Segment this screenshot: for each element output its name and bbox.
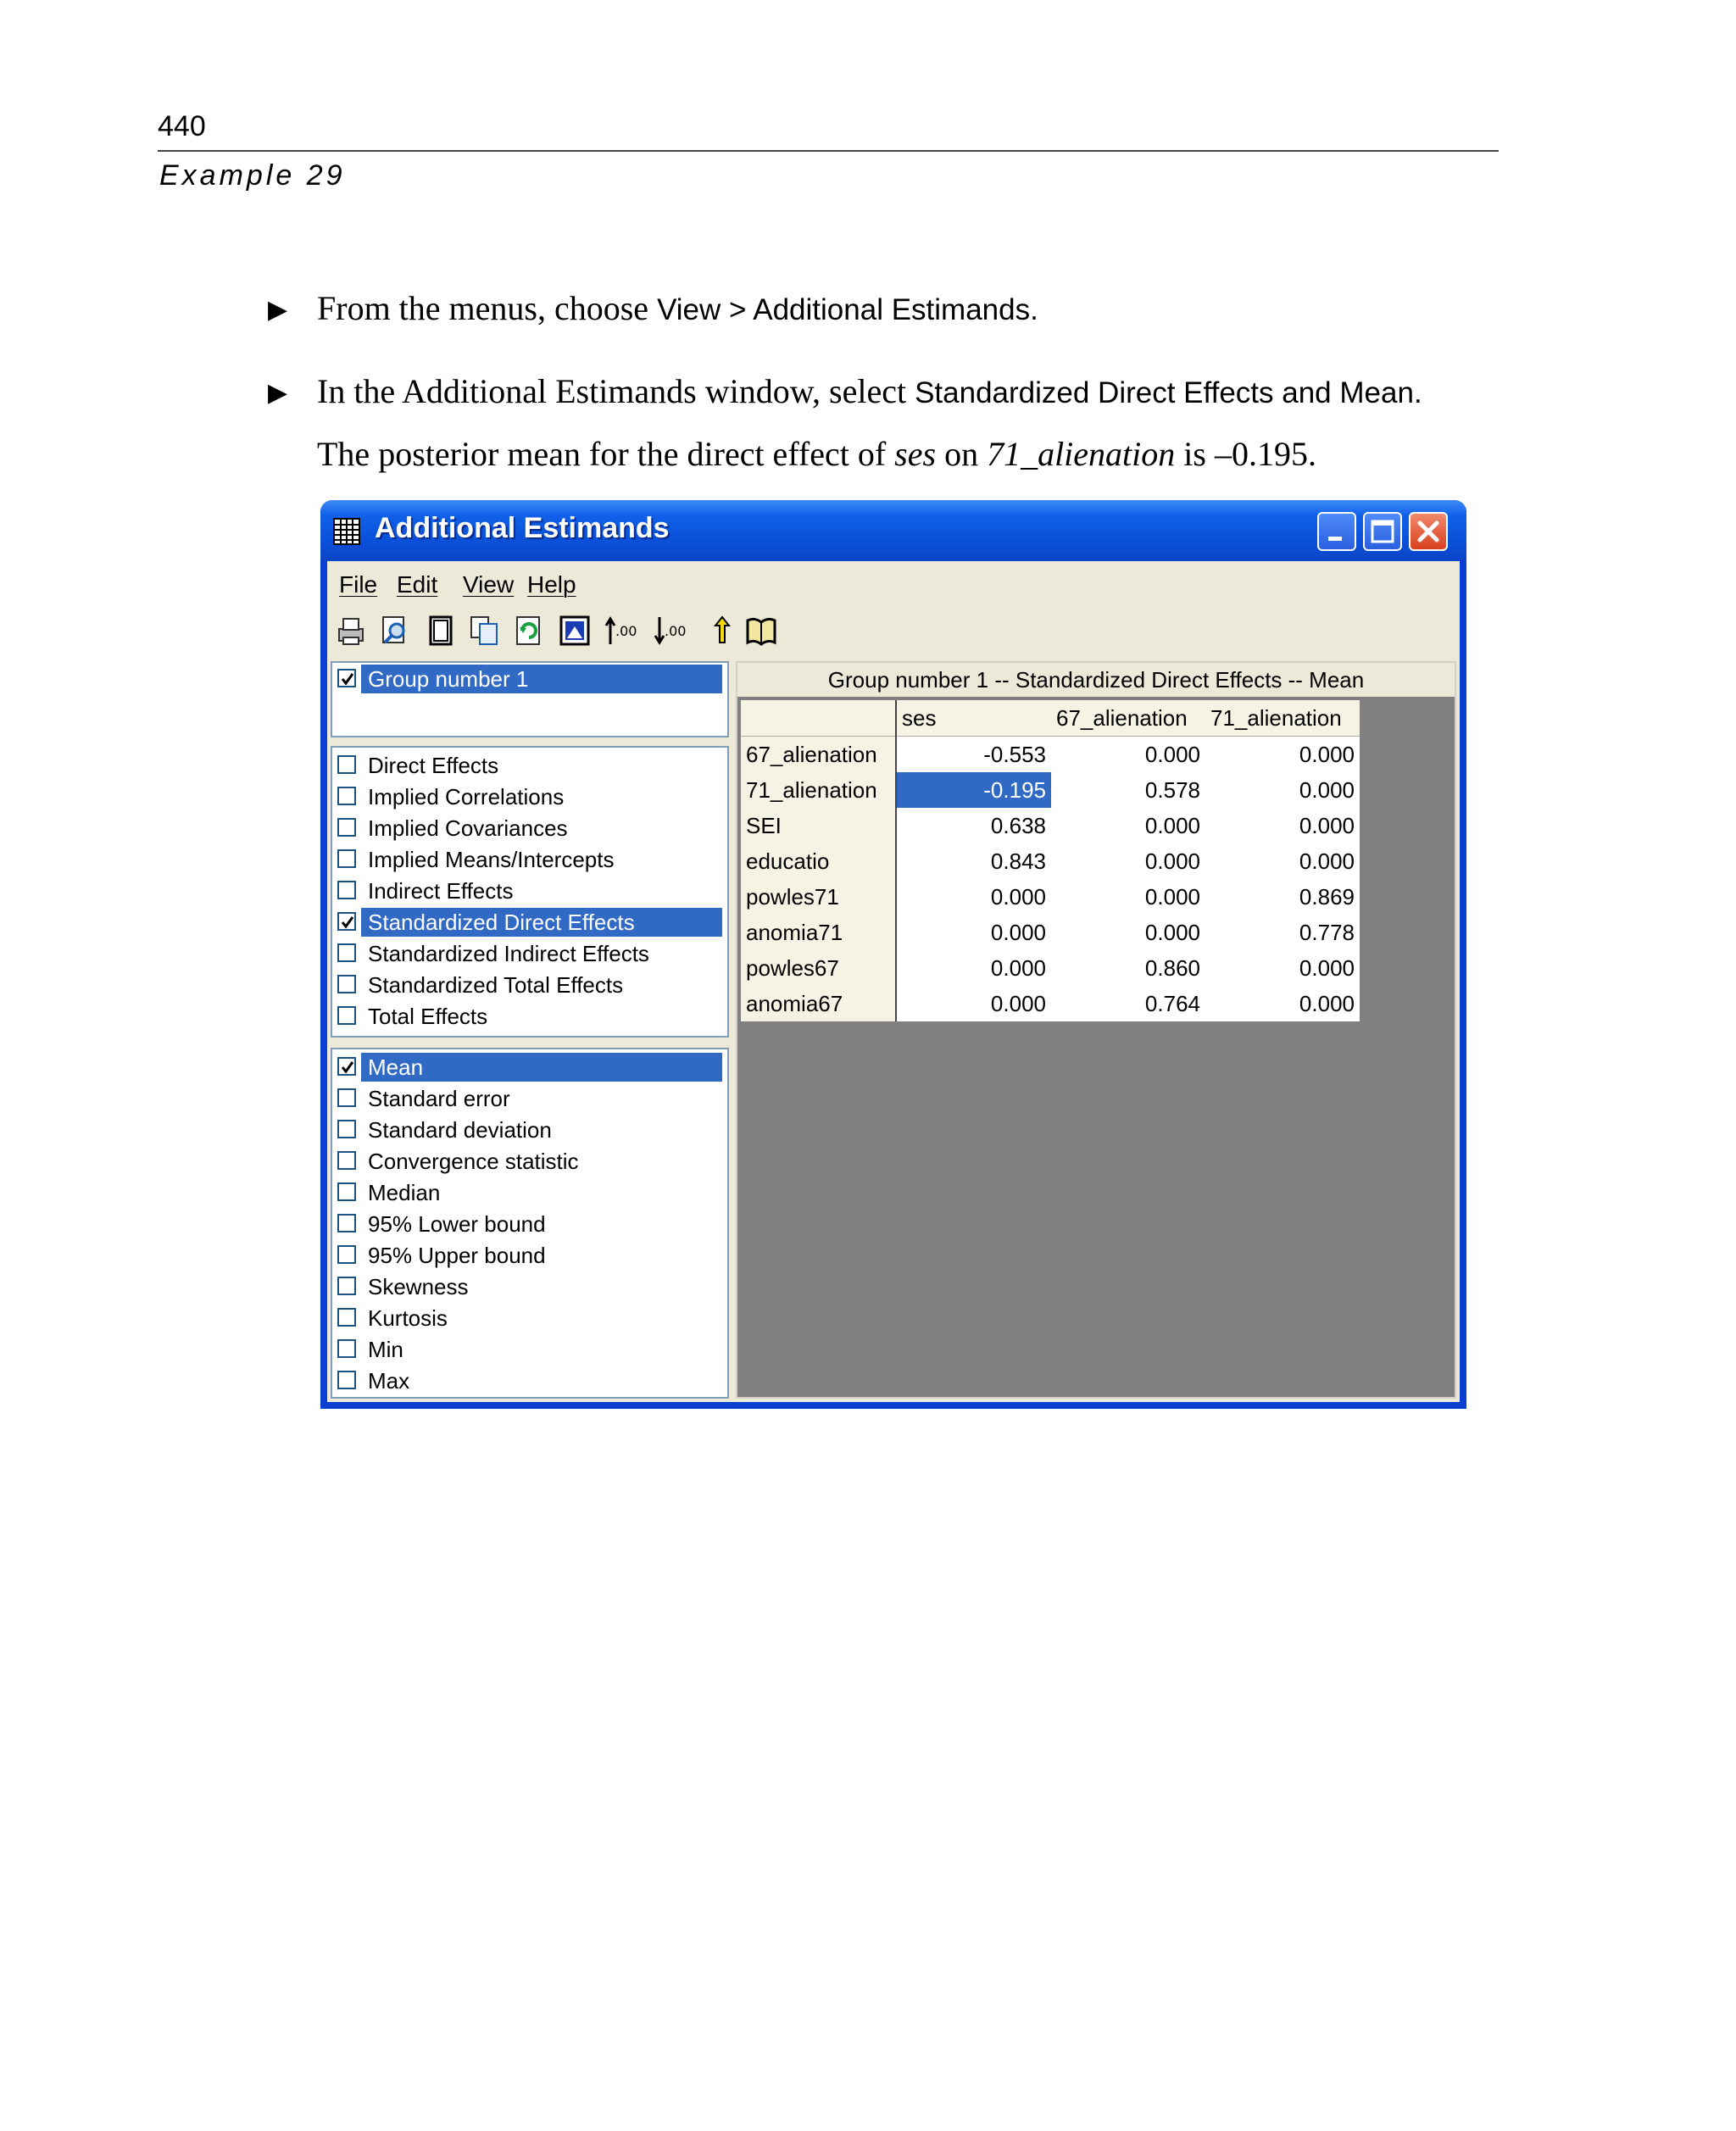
checkbox[interactable] — [337, 849, 356, 868]
row-header[interactable]: anomia71 — [741, 915, 896, 950]
estimand-item[interactable] — [336, 814, 722, 843]
table-cell[interactable]: 0.843 — [990, 848, 1046, 874]
table-cell[interactable]: 0.000 — [990, 919, 1046, 945]
item-label: Mean — [361, 1053, 722, 1082]
row-header[interactable]: powles71 — [741, 879, 896, 915]
refresh-icon[interactable] — [512, 614, 546, 648]
group-item[interactable] — [336, 665, 722, 693]
print-icon[interactable] — [334, 614, 368, 648]
grid-corner — [741, 700, 896, 737]
table-cell[interactable]: 0.000 — [1299, 812, 1355, 838]
menu-help[interactable]: Help — [527, 571, 576, 598]
table-cell[interactable]: 0.000 — [990, 883, 1046, 910]
window-title: Additional Estimands — [375, 512, 670, 544]
close-icon — [1410, 514, 1446, 549]
statistic-item[interactable] — [336, 1366, 722, 1395]
maximize-button[interactable] — [1363, 512, 1402, 551]
minimize-button[interactable] — [1317, 512, 1356, 551]
estimand-item[interactable] — [336, 1002, 722, 1031]
row-header[interactable]: 71_alienation — [741, 772, 896, 808]
table-cell[interactable]: 0.000 — [1144, 883, 1200, 910]
checkbox[interactable] — [337, 881, 356, 899]
item-label: Median — [368, 1180, 441, 1205]
checkbox[interactable] — [337, 1057, 356, 1076]
table-cell[interactable]: 0.000 — [1144, 848, 1200, 874]
results-pane — [736, 661, 1456, 1399]
table-cell[interactable]: 0.000 — [1299, 990, 1355, 1016]
result-paragraph — [317, 434, 1316, 474]
para-text: on — [936, 435, 988, 473]
ui-reference: Standardized Direct Effects and Mean — [915, 376, 1414, 409]
checkbox[interactable] — [337, 1214, 356, 1232]
checkbox[interactable] — [337, 912, 356, 931]
checkbox[interactable] — [337, 1339, 356, 1358]
svg-text:.00: .00 — [665, 623, 687, 639]
statistic-item[interactable] — [336, 1210, 722, 1238]
menu-file[interactable]: File — [339, 571, 378, 598]
item-label: Implied Covariances — [368, 815, 568, 841]
ui-reference: View > Additional Estimands — [657, 293, 1031, 326]
item-label: Standard error — [368, 1086, 510, 1111]
table-row — [741, 879, 1360, 915]
estimand-item[interactable] — [336, 876, 722, 905]
toolbar — [327, 607, 1460, 654]
variable-name: ses — [894, 435, 937, 473]
item-label: 95% Upper bound — [368, 1243, 546, 1268]
checkmark-icon — [340, 915, 355, 930]
column-header[interactable]: 71_alienation — [1205, 700, 1360, 737]
table-row — [741, 986, 1360, 1021]
step-text: In the Additional Estimands window, select — [317, 372, 915, 410]
item-label: Total Effects — [368, 1004, 488, 1029]
print-preview-icon[interactable] — [378, 614, 412, 648]
table-row — [741, 737, 1360, 773]
window-client — [327, 561, 1460, 1402]
checkbox[interactable] — [337, 669, 356, 687]
table-row — [741, 843, 1360, 879]
table-row — [741, 950, 1360, 986]
row-header[interactable]: SEI — [741, 808, 896, 843]
title-bar[interactable] — [320, 500, 1466, 561]
statistic-list — [331, 1048, 729, 1399]
statistic-item[interactable] — [336, 1335, 722, 1364]
menu-edit[interactable]: Edit — [397, 571, 438, 598]
table-cell[interactable]: 0.638 — [990, 812, 1046, 838]
item-label: Group number 1 — [361, 665, 722, 693]
close-button[interactable] — [1409, 512, 1448, 551]
figure-icon[interactable] — [558, 614, 592, 648]
table-cell[interactable]: 0.000 — [1299, 741, 1355, 767]
table-row — [741, 808, 1360, 843]
page-number: 440 — [158, 110, 206, 142]
bullet-triangle-icon: ▶ — [268, 295, 288, 325]
para-text: The posterior mean for the direct effect of — [317, 435, 895, 473]
table-cell[interactable]: -0.195 — [896, 772, 1051, 808]
estimand-item[interactable] — [336, 939, 722, 968]
checkbox[interactable] — [337, 1120, 356, 1138]
estimand-item[interactable] — [336, 971, 722, 999]
item-label: 95% Lower bound — [368, 1211, 546, 1237]
checkbox[interactable] — [337, 1006, 356, 1025]
estimand-item[interactable] — [336, 782, 722, 811]
running-head: Example 29 — [159, 159, 346, 192]
checkmark-icon — [340, 671, 355, 687]
left-pane — [331, 661, 729, 1399]
table-cell[interactable]: 0.869 — [1299, 883, 1355, 910]
item-label: Direct Effects — [368, 753, 499, 778]
table-cell[interactable]: 0.000 — [990, 990, 1046, 1016]
table-cell[interactable]: 0.000 — [1144, 812, 1200, 838]
help-book-icon[interactable] — [744, 614, 778, 648]
item-label: Standardized Total Effects — [368, 972, 624, 998]
item-label: Indirect Effects — [368, 878, 514, 904]
checkbox[interactable] — [337, 1151, 356, 1170]
item-label: Max — [368, 1368, 410, 1394]
svg-text:.00: .00 — [615, 623, 637, 639]
checkbox[interactable] — [337, 1371, 356, 1389]
item-label: Standardized Indirect Effects — [368, 941, 649, 966]
pointer-icon[interactable] — [705, 614, 739, 648]
decrease-decimals-icon[interactable] — [653, 614, 690, 648]
estimand-item[interactable] — [336, 845, 722, 874]
checkbox[interactable] — [337, 1245, 356, 1264]
increase-decimals-icon[interactable] — [604, 614, 641, 648]
menu-view[interactable]: View — [463, 571, 515, 598]
estimand-item[interactable] — [336, 908, 722, 937]
results-grid — [741, 700, 1360, 1021]
item-label: Skewness — [368, 1274, 469, 1299]
header-rule — [158, 150, 1499, 152]
group-list — [331, 661, 729, 737]
checkbox[interactable] — [337, 943, 356, 962]
statistic-item[interactable] — [336, 1116, 722, 1144]
item-label: Implied Means/Intercepts — [368, 847, 615, 872]
maximize-icon — [1365, 514, 1400, 549]
row-header[interactable]: anomia67 — [741, 986, 896, 1021]
variable-name: 71_alienation — [987, 435, 1176, 473]
table-cell[interactable]: 0.000 — [1299, 776, 1355, 803]
table-cell[interactable]: 0.764 — [1144, 990, 1200, 1016]
table-cell[interactable]: 0.860 — [1144, 954, 1200, 981]
minimize-icon — [1319, 514, 1355, 549]
column-header[interactable]: 67_alienation — [1051, 700, 1205, 737]
checkbox[interactable] — [337, 1277, 356, 1295]
statistic-item[interactable] — [336, 1084, 722, 1113]
row-header[interactable]: educatio — [741, 843, 896, 879]
item-label: Standard deviation — [368, 1117, 552, 1143]
checkbox[interactable] — [337, 755, 356, 774]
table-row — [741, 915, 1360, 950]
copy-icon[interactable] — [468, 614, 502, 648]
table-cell[interactable]: 0.000 — [1144, 919, 1200, 945]
additional-estimands-window — [320, 500, 1466, 1409]
bullet-triangle-icon: ▶ — [268, 378, 288, 408]
item-label: Convergence statistic — [368, 1149, 579, 1174]
checkmark-icon — [340, 1060, 355, 1075]
statistic-item[interactable] — [336, 1147, 722, 1176]
para-text: is –0.195. — [1175, 435, 1316, 473]
row-header[interactable]: powles67 — [741, 950, 896, 986]
estimand-list — [331, 746, 729, 1038]
checkbox[interactable] — [337, 818, 356, 837]
checkbox[interactable] — [337, 787, 356, 805]
column-header[interactable]: ses — [896, 700, 1051, 737]
step-text: From the menus, choose — [317, 289, 658, 327]
table-row — [741, 772, 1360, 808]
estimand-item[interactable] — [336, 751, 722, 780]
checkbox[interactable] — [337, 1088, 356, 1107]
item-label: Min — [368, 1337, 403, 1362]
statistic-item[interactable] — [336, 1241, 722, 1270]
statistic-item[interactable] — [336, 1272, 722, 1301]
table-cell[interactable]: 0.000 — [990, 954, 1046, 981]
checkbox[interactable] — [337, 1182, 356, 1201]
step-suffix: . — [1030, 293, 1038, 326]
menu-bar — [327, 561, 1460, 605]
table-cell[interactable]: 0.000 — [1299, 848, 1355, 874]
page-setup-icon[interactable] — [424, 614, 458, 648]
statistic-item[interactable] — [336, 1053, 722, 1082]
table-cell[interactable]: 0.778 — [1299, 919, 1355, 945]
item-label: Implied Correlations — [368, 784, 565, 810]
table-cell[interactable]: -0.553 — [983, 741, 1046, 767]
table-cell[interactable]: 0.578 — [1144, 776, 1200, 803]
checkbox[interactable] — [337, 975, 356, 993]
statistic-item[interactable] — [336, 1304, 722, 1333]
table-icon — [332, 517, 361, 546]
checkbox[interactable] — [337, 1308, 356, 1327]
item-label: Kurtosis — [368, 1305, 448, 1331]
table-cell[interactable]: 0.000 — [1144, 741, 1200, 767]
grid-title: Group number 1 -- Standardized Direct Effects -- Mean — [737, 663, 1455, 697]
item-label: Standardized Direct Effects — [361, 908, 722, 937]
row-header[interactable]: 67_alienation — [741, 737, 896, 773]
statistic-item[interactable] — [336, 1178, 722, 1207]
table-cell[interactable]: 0.000 — [1299, 954, 1355, 981]
step-suffix: . — [1413, 376, 1422, 409]
